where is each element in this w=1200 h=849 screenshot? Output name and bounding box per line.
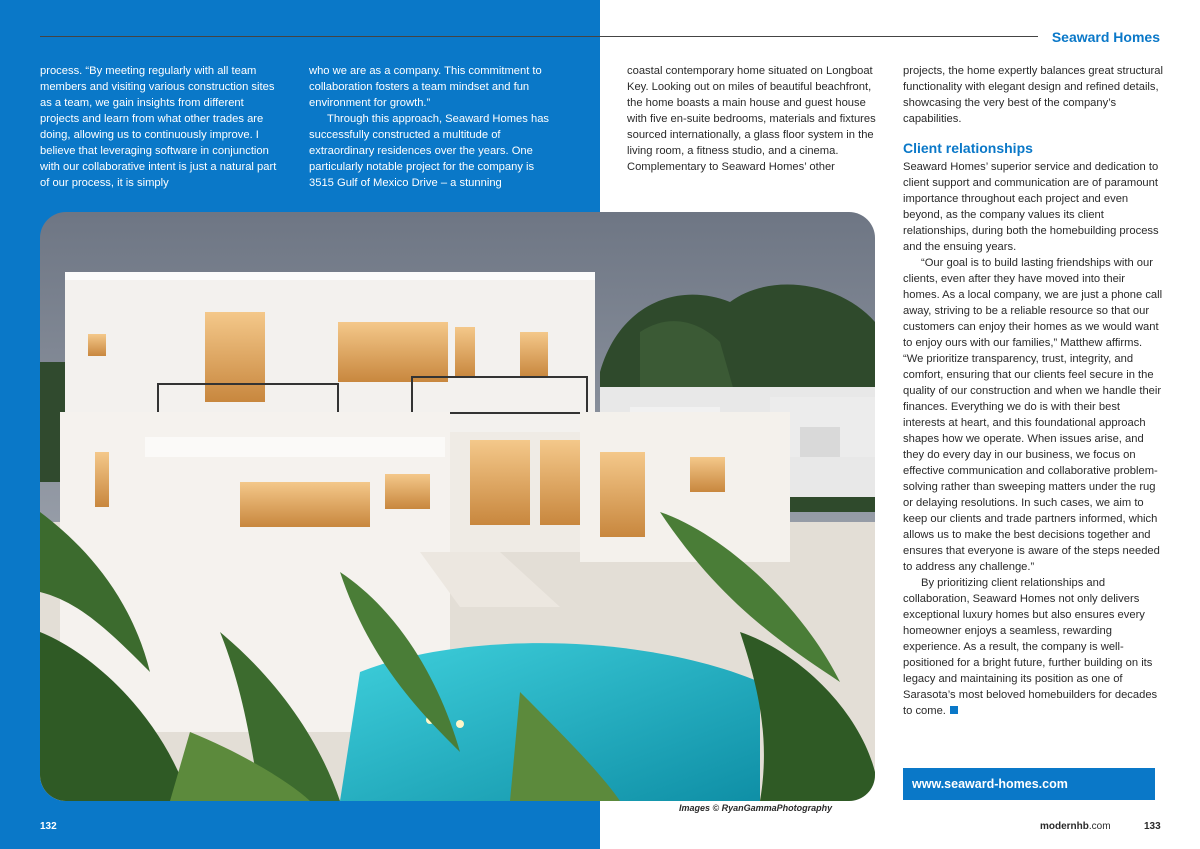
col4-paragraph-4-text: By prioritizing client relationships and collaboration, Seaward Homes not only delivers exceptional luxury homes but also ensures every homeowner enjoys a seamless, rewarding experience. As a result, the company is well-positioned for a bright future, further building on its legacy and maintaining its position as one of Sarasota’s most beloved homebuilders for decades to come.: [903, 577, 1158, 717]
col2-paragraph-2: Through this approach, Seaward Homes has successfully constructed a multitude of extraordinary residences over the years. One particularly notable project for the company is 3515 Gulf of Mexico Drive – a stunning: [309, 113, 550, 189]
end-mark-icon: [950, 706, 958, 714]
page-number-right: 133: [1144, 821, 1161, 832]
col1-paragraph-1: process. “By meeting regularly with all team members and visiting various construction sites as a team, we gain insights from different projects and learn from what other trades are doing, allowing us to continuously improve. I believe that leveraging software in conjunction with our collaborative intent is just a natural part of our process, it is simply: [40, 65, 277, 189]
column-1: [40, 63, 285, 191]
col4-paragraph-1: projects, the home expertly balances great structural functionality with elegant design and refined details, showcasing the very best of the company’s capabilities.: [903, 65, 1163, 125]
column-4: [903, 63, 1163, 719]
footer-site: [1040, 821, 1111, 832]
col3-paragraph-1: coastal contemporary home situated on Longboat Key. Looking out on miles of beautiful beachfront, the home boasts a main house and guest house with five en-suite bedrooms, materials and fixtures sourced internationally, a glass floor system in the living room, a fitness studio, and a cinema. Complementary to Seaward Homes’ other: [627, 65, 876, 173]
col4-paragraph-2: Seaward Homes’ superior service and dedication to client support and communication are of paramount importance throughout each project and even beyond, as the company values its client relationships, during both the homebuilding process and the ensuing years.: [903, 161, 1159, 253]
col4-paragraph-3: “Our goal is to build lasting friendships with our clients, even after they have moved into their homes. As a local company, we are just a phone call away, striving to be a reliable resource so that our customers can enjoy their homes as we would want to enjoy ours with our families,” Matthew affirms. “We prioritize transparency, trust, integrity, and comfort, ensuring that our clients feel secure in the quality of our construction and when we handle their finances. Everything we do is with their best interests at heart, and this foundational approach shapes how we operate. When issues arise, and they do every day in our business, we focus on effective communication and collaborative problem-solving rather than sweeping matters under the rug or delaying resolutions. In such cases, we aim to keep our clients and trade partners informed, which allows us to make the best decisions together and ensures that everyone is aware of the steps needed to address any challenge.”: [903, 257, 1163, 573]
column-3: [627, 63, 879, 175]
header-brand: Seaward Homes: [1051, 29, 1160, 45]
house-photo: [40, 212, 875, 801]
photo-credit: Images © RyanGammaPhotography: [679, 803, 833, 813]
column-2: [309, 63, 556, 191]
header-rule: [40, 36, 1038, 37]
col2-paragraph-1: who we are as a company. This commitment to collaboration fosters a team mindset and fun environment for growth.”: [309, 65, 542, 109]
section-heading: Client relationships: [903, 140, 1033, 156]
col4-paragraph-4: [903, 575, 1163, 719]
footer-site-tail: .com: [1088, 821, 1111, 832]
footer-site-bold: modernhb: [1040, 821, 1089, 832]
website-link[interactable]: www.seaward-homes.com: [903, 768, 1155, 800]
page-number-left: 132: [40, 821, 57, 832]
